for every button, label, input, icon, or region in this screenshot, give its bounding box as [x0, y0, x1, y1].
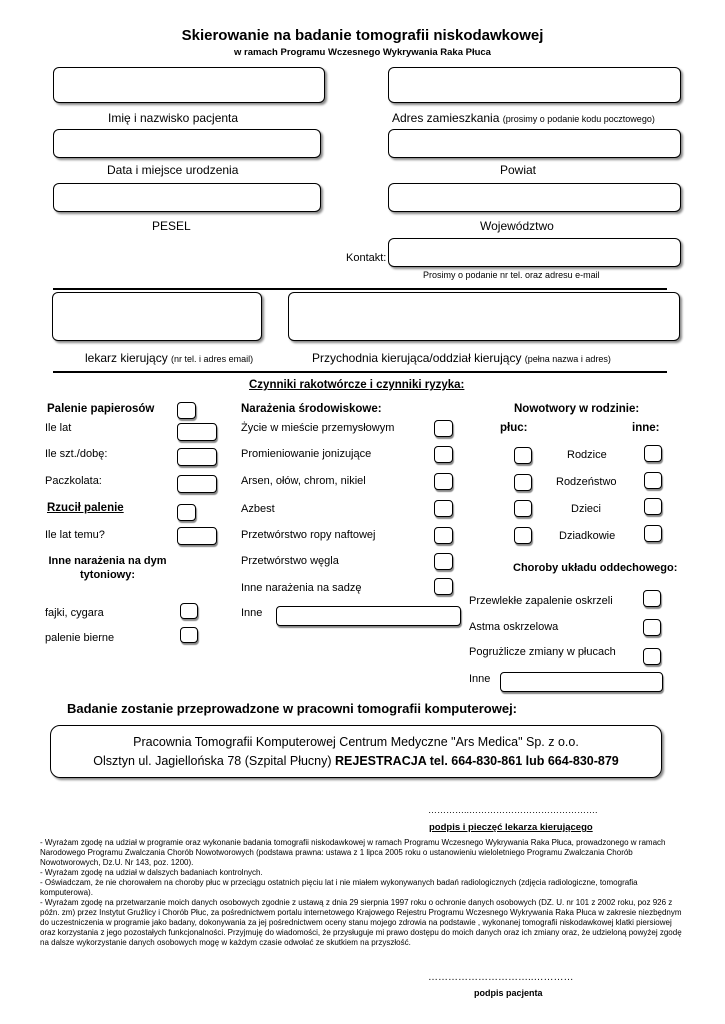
respiratory-item-label: Przewlekłe zapalenie oskrzeli	[469, 595, 613, 607]
respiratory-item-label: Pogrużlicze zmiany w płucach	[469, 646, 616, 658]
relative-label: Rodzice	[567, 449, 607, 461]
pipes-label: fajki, cygara	[45, 607, 104, 619]
env-other-input[interactable]	[276, 606, 461, 626]
respiratory-item-checkbox[interactable]	[643, 590, 661, 607]
relative-label: Dzieci	[571, 503, 601, 515]
consent-paragraph: - Wyrażam zgodę na udział w programie oraz wykonanie badania tomografii niskodawkowej w ramach Programu Wczesnego Wykrywania Raka Płuca, prowadzonego w ramach Narodowego Programu Zwalczania Chorób Nowotworowych (podstawa prawna: ustawa z 1 lipca 2005 roku o ustanowieniu wieloletniego Programu Zwalczania Chorób Nowotworowych, Dz.U. Nr 143, poz. 1200).	[40, 838, 666, 867]
form-subtitle: w ramach Programu Wczesnego Wykrywania Raka Płuca	[234, 47, 491, 58]
env-item-checkbox[interactable]	[434, 578, 453, 595]
smoking-title: Palenie papierosów	[47, 403, 155, 415]
env-item-checkbox[interactable]	[434, 420, 453, 437]
exam-heading: Badanie zostanie przeprowadzone w pracowni tomografii komputerowej:	[67, 701, 518, 716]
family-other-checkbox[interactable]	[644, 472, 662, 489]
doctor-input[interactable]	[52, 292, 262, 341]
quit-smoking-checkbox[interactable]	[177, 504, 196, 521]
address-label: Adres zamieszkania (prosimy o podanie kodu pocztowego)	[392, 111, 655, 125]
pipes-checkbox[interactable]	[180, 603, 198, 619]
env-item-checkbox[interactable]	[434, 553, 453, 570]
env-item-label: Promieniowanie jonizujące	[241, 448, 372, 460]
family-lung-label: płuc:	[500, 422, 528, 434]
form-title: Skierowanie na badanie tomografii niskodawkowej	[181, 27, 544, 44]
smoking-years-label: Ile lat	[45, 422, 72, 434]
env-item-label: Przetwórstwo węgla	[241, 555, 339, 567]
doctor-label: lekarz kierujący (nr tel. i adres email)	[85, 351, 254, 365]
family-lung-checkbox[interactable]	[514, 447, 532, 464]
family-other-checkbox[interactable]	[644, 445, 662, 462]
family-lung-checkbox[interactable]	[514, 474, 532, 491]
doctor-signature-line: …………..…………………………………….	[428, 805, 598, 815]
address-input[interactable]	[388, 67, 681, 103]
passive-checkbox[interactable]	[180, 627, 198, 643]
voivodeship-label: Województwo	[480, 219, 554, 233]
family-other-checkbox[interactable]	[644, 498, 662, 515]
environment-title: Narażenia środowiskowe:	[241, 403, 382, 415]
env-item-label: Życie w mieście przemysłowym	[241, 422, 395, 434]
county-input[interactable]	[388, 129, 681, 158]
divider-line	[53, 371, 667, 373]
respiratory-title: Choroby układu oddechowego:	[513, 562, 678, 574]
contact-note: Prosimy o podanie nr tel. oraz adresu e-mail	[423, 270, 600, 280]
consent-paragraph: - Wyrażam zgodę na udział w dalszych badaniach kontrolnych.	[40, 868, 263, 877]
respiratory-item-label: Astma oskrzelowa	[469, 621, 559, 633]
env-other-label: Inne	[241, 607, 263, 619]
env-item-label: Azbest	[241, 503, 275, 515]
clinic-input[interactable]	[288, 292, 680, 341]
pesel-label: PESEL	[152, 219, 191, 233]
respiratory-other-input[interactable]	[500, 672, 663, 692]
env-item-checkbox[interactable]	[434, 527, 453, 544]
env-item-label: Inne narażenia na sadzę	[241, 582, 362, 594]
smoking-years-input[interactable]	[177, 423, 217, 441]
env-item-checkbox[interactable]	[434, 500, 453, 517]
risk-section-title: Czynniki rakotwórcze i czynniki ryzyka:	[249, 379, 465, 391]
passive-label: palenie bierne	[45, 632, 115, 644]
county-label: Powiat	[500, 163, 537, 177]
pack-years-input[interactable]	[177, 475, 217, 493]
birth-label: Data i miejsce urodzenia	[107, 163, 239, 177]
smoking-per-day-input[interactable]	[177, 448, 217, 466]
exam-location-box	[50, 725, 662, 778]
doctor-signature-label: podpis i pieczęć lekarza kierującego	[429, 822, 593, 833]
family-title: Nowotwory w rodzinie:	[514, 403, 640, 415]
respiratory-other-label: Inne	[469, 673, 491, 685]
voivodeship-input[interactable]	[388, 183, 681, 212]
pack-years-label: Paczkolata:	[45, 475, 102, 487]
patient-signature-line: …………………………..…………	[428, 972, 574, 983]
patient-name-input[interactable]	[53, 67, 325, 103]
env-item-checkbox[interactable]	[434, 446, 453, 463]
relative-label: Rodzeństwo	[556, 476, 617, 488]
respiratory-item-checkbox[interactable]	[643, 648, 661, 665]
env-item-label: Przetwórstwo ropy naftowej	[241, 529, 376, 541]
contact-label: Kontakt:	[346, 252, 387, 264]
years-ago-input[interactable]	[177, 527, 217, 545]
family-other-label: inne:	[632, 422, 660, 434]
env-item-checkbox[interactable]	[434, 473, 453, 490]
quit-smoking-label: Rzucił palenie	[47, 502, 124, 514]
clinic-label: Przychodnia kierująca/oddział kierujący (pełna nazwa i adres)	[312, 351, 611, 365]
divider-line	[53, 288, 667, 290]
respiratory-item-checkbox[interactable]	[643, 619, 661, 636]
pesel-input[interactable]	[53, 183, 321, 212]
exam-location-line2: Olsztyn ul. Jagiellońska 78 (Szpital Płucny) REJESTRACJA tel. 664-830-861 lub 664-830-879	[93, 754, 619, 768]
family-lung-checkbox[interactable]	[514, 500, 532, 517]
smoking-per-day-label: Ile szt./dobę:	[45, 448, 108, 460]
patient-name-label: Imię i nazwisko pacjenta	[108, 111, 239, 125]
contact-input[interactable]	[388, 238, 681, 267]
exam-location-line1: Pracownia Tomografii Komputerowej Centrum Medyczne "Ars Medica" Sp. z o.o.	[133, 735, 579, 749]
relative-label: Dziadkowie	[559, 530, 616, 542]
consent-paragraph: - Oświadczam, że nie chorowałem na choroby płuc w przeciągu ostatnich pięciu lat i nie miałem wykonywanych badań radiologicznych (zdjęcia radiologiczne, tomografia komputerowa).	[40, 878, 638, 897]
family-lung-checkbox[interactable]	[514, 527, 532, 544]
consent-paragraph: - Wyrażam zgodę na przetwarzanie moich danych osobowych zgodnie z ustawą z dnia 29 sierpnia 1997 roku o ochronie danych osobowych (DZ. U. nr 101 z 2002 roku, poz 926 z późn. zm) przez Instytut Gruźlicy i Chorób Płuc, za pośrednictwem portalu internetowego Krajowego Rejestru Programu Wczesnego Wykrywania Raka Płuca w zakresie niezbędnym do uczestniczenia w programie jako badany, dokonywania za jej pośrednictwem oceny stanu mojego zdrowia na podstawie , wykonanej tomografii niskodawkowej klatki piersiowej oraz korzystania z jego pozostałych funkcjonalności. Przyjmuję do wiadomości, że przysługuje mi prawo dostępu do moich danych oraz ich zmiany oraz, że udzieloną powyżej zgodę na dalsze wykorzystanie danych osobowych mogę w każdym czasie odwołać ze skutkiem na przyszłość.	[40, 898, 682, 947]
other-smoke-title: Inne narażenia na dym tytoniowy:	[48, 555, 167, 581]
years-ago-label: Ile lat temu?	[45, 529, 105, 541]
birth-input[interactable]	[53, 129, 321, 158]
consent-text	[40, 838, 688, 948]
env-item-label: Arsen, ołów, chrom, nikiel	[241, 475, 366, 487]
patient-signature-label: podpis pacjenta	[474, 988, 543, 998]
smoking-checkbox[interactable]	[177, 402, 196, 419]
family-other-checkbox[interactable]	[644, 525, 662, 542]
